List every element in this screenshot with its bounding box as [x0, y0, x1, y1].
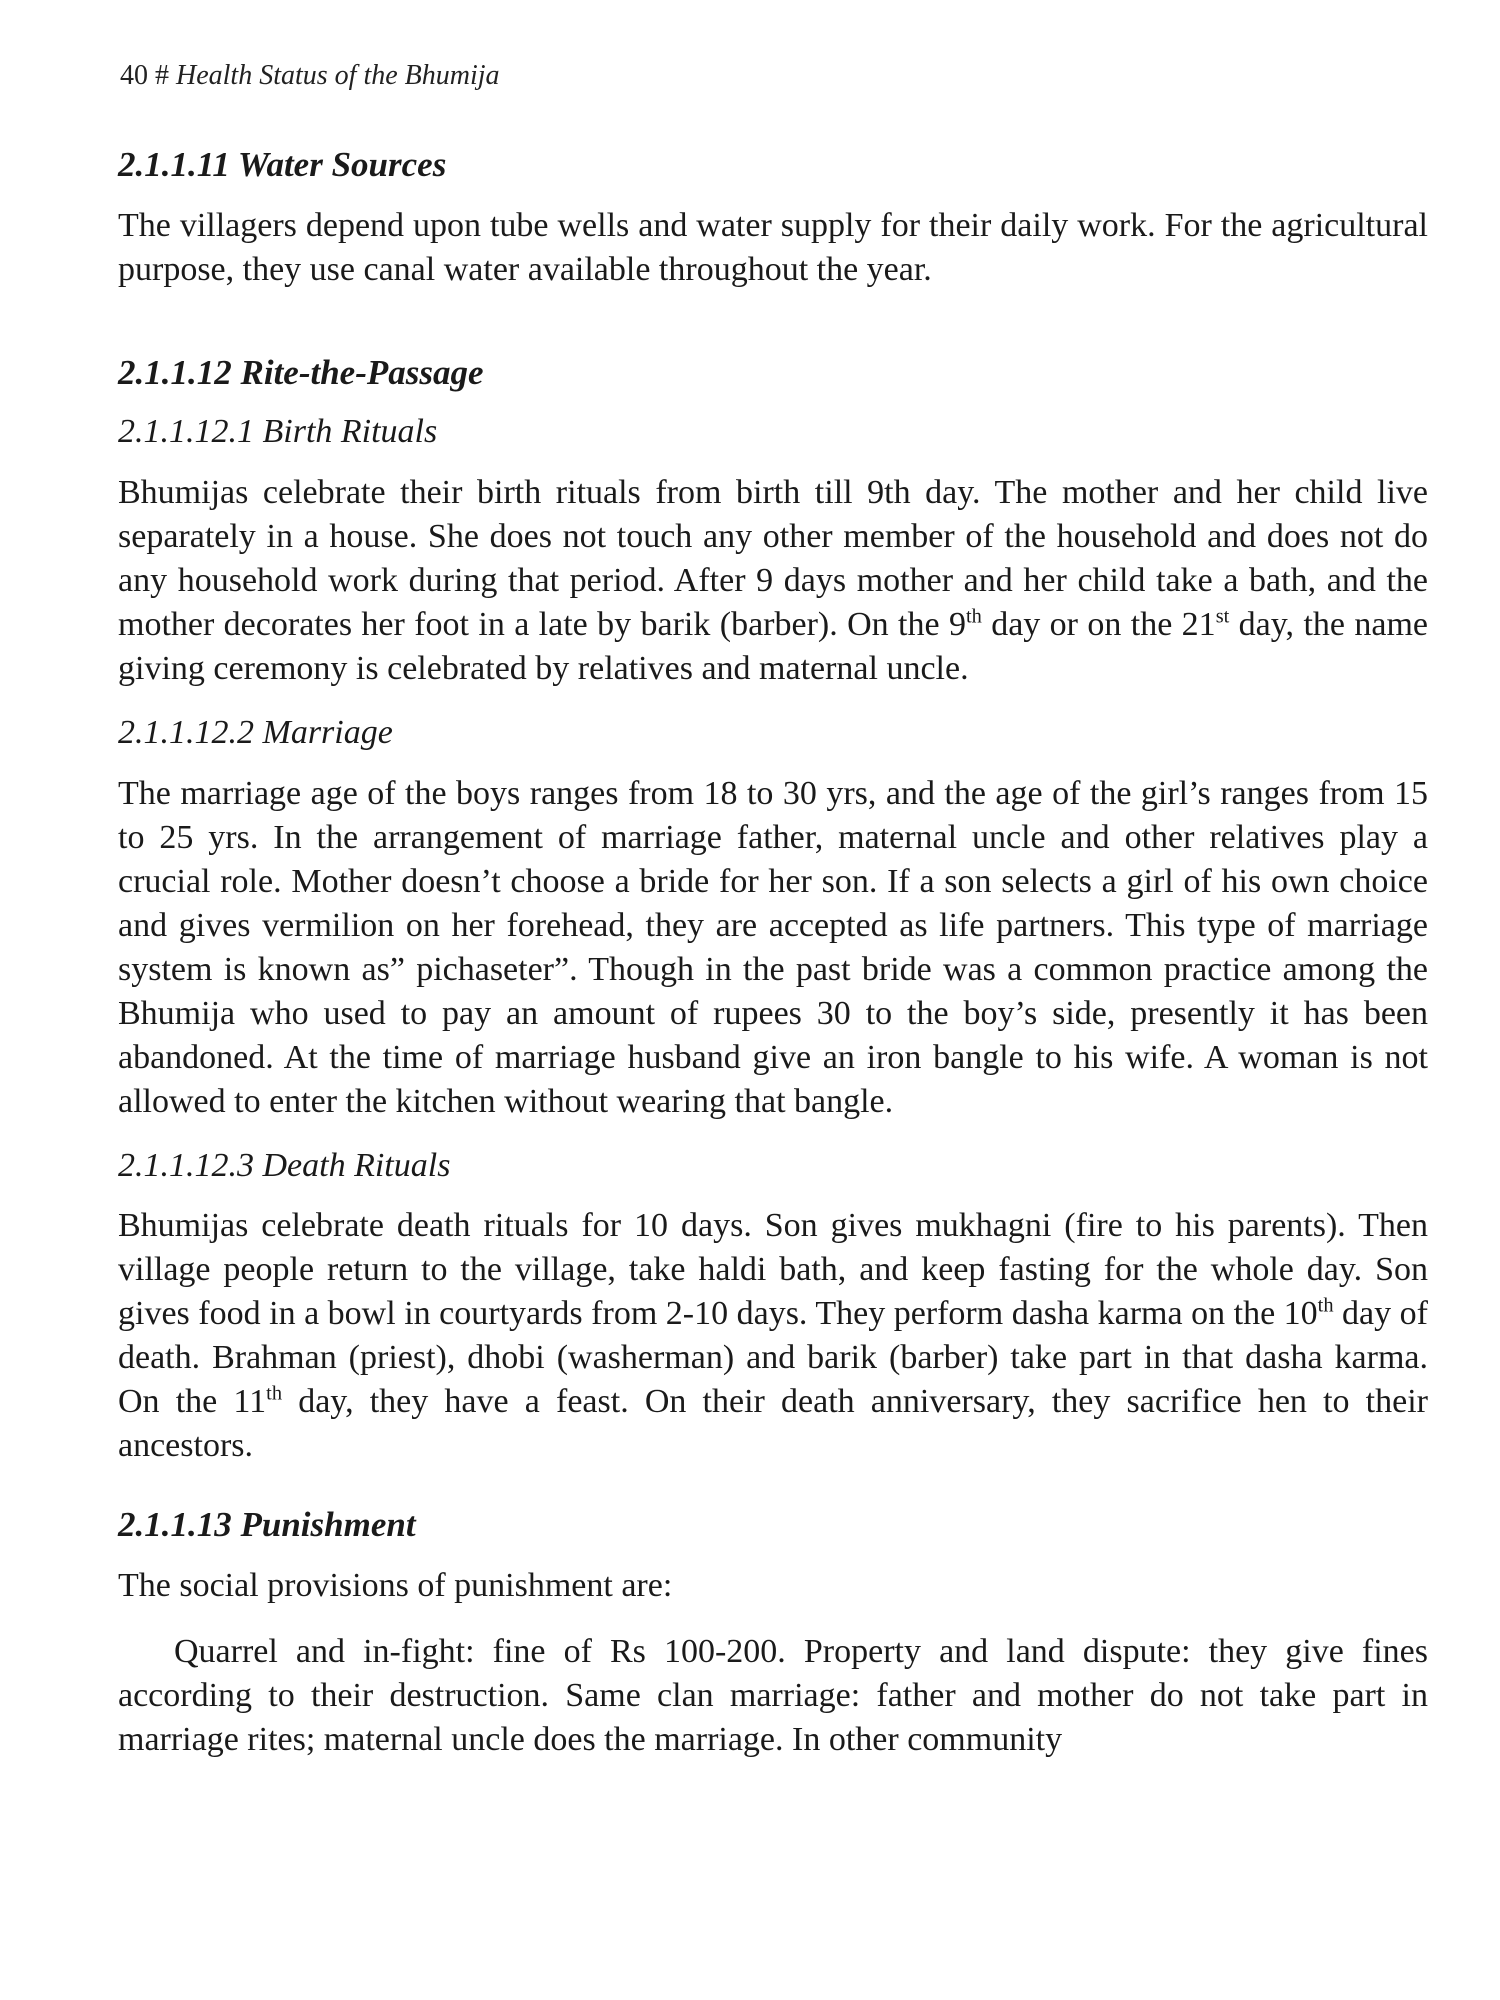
death-sup-b: th [266, 1383, 283, 1406]
death-text-b: day of death. Brahman (priest), dhobi (washerman) and barik (barber) take part in that dasha karma. On the 11 [118, 1295, 1428, 1421]
heading-rite-passage: 2.1.1.12 Rite-the-Passage [118, 353, 484, 392]
paragraph-birth-rituals [118, 471, 1428, 691]
paragraph-water-sources: The villagers depend upon tube wells and water supply for their daily work. For the agricultural purpose, they use canal water available throughout the year. [118, 207, 1428, 288]
page-number: 40 [120, 60, 148, 91]
death-text-c: day, they have a feast. On their death anniversary, they sacrifice hen to their ancestors. [118, 1383, 1428, 1465]
paragraph-punishment: Quarrel and in-fight: fine of Rs 100-200. Property and land dispute: they give fines according to their destruction. Same clan marriage: father and mother do not take part in marriage rites; maternal uncle does the marriage. In other community [118, 1633, 1428, 1759]
heading-birth-rituals: 2.1.1.12.1 Birth Rituals [118, 413, 438, 450]
running-title: Health Status of the Bhumija [176, 60, 500, 91]
heading-death-rituals: 2.1.1.12.3 Death Rituals [118, 1146, 451, 1184]
heading-punishment: 2.1.1.13 Punishment [118, 1505, 416, 1545]
running-header [120, 60, 1428, 92]
section-spacer [118, 328, 1428, 352]
paragraph-punishment-intro: The social provisions of punishment are: [118, 1567, 673, 1605]
birth-text-a: Bhumijas celebrate their birth rituals from birth till 9th day. The mother and her child live separately in a house. She does not touch any other member of the household and does not do any household work during that period. After 9 days mother and her child take a bath, and the mother decorates her foot in a late by barik (barber). On the 9 [118, 473, 1428, 643]
book-page [118, 60, 1428, 1762]
header-separator: # [155, 60, 169, 91]
birth-sup-b: st [1215, 605, 1230, 628]
paragraph-death-rituals [118, 1204, 1428, 1468]
death-text-a: Bhumijas celebrate death rituals for 10 days. Son gives mukhagni (fire to his parents). Then village people return to the village, take haldi bath, and keep fasting for the whole day. Son gives food in a bowl in courtyards from 2-10 days. They perform dasha karma on the 10 [118, 1207, 1428, 1333]
birth-sup-a: th [965, 605, 982, 628]
death-sup-a: th [1317, 1295, 1334, 1318]
heading-marriage: 2.1.1.12.2 Marriage [118, 713, 393, 751]
paragraph-marriage: The marriage age of the boys ranges from 18 to 30 yrs, and the age of the girl’s ranges from 15 to 25 yrs. In the arrangement of marriage father, maternal uncle and other relatives play a crucial role. Mother doesn’t choose a bride for her son. If a son selects a girl of his own choice and gives vermilion on her forehead, they are accepted as life partners. This type of marriage system is known as” pichaseter”. Though in the past bride was a common practice among the Bhumija who used to pay an amount of rupees 30 to the boy’s side, presently it has been abandoned. At the time of marriage husband give an iron bangle to his wife. A woman is not allowed to enter the kitchen without wearing that bangle. [118, 774, 1428, 1120]
birth-text-c: day, the name giving ceremony is celebrated by relatives and maternal uncle. [118, 605, 1428, 687]
heading-water-sources: 2.1.1.11 Water Sources [118, 145, 447, 184]
birth-text-b: day or on the 21 [981, 605, 1216, 643]
